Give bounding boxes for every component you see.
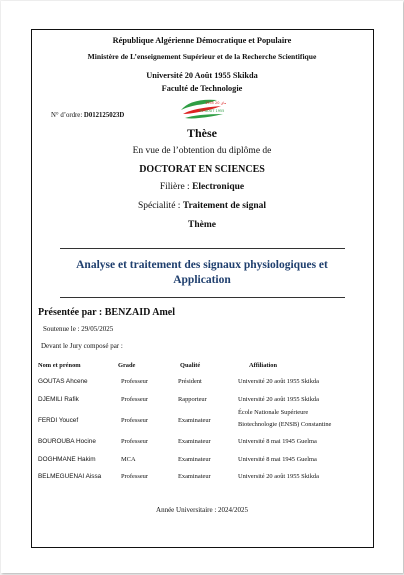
order-number	[51, 112, 124, 119]
filiere-line	[0, 182, 404, 192]
jury-role: Examinateur	[178, 417, 211, 424]
jury-affiliation: Université 20 août 1955 Skikda	[238, 473, 319, 480]
specialite-label: Spécialité :	[137, 201, 181, 211]
jury-grade: Professeur	[121, 473, 148, 480]
filiere-value: Electronique	[192, 182, 245, 192]
jury-affiliation: École Nationale Supérieure	[238, 409, 309, 416]
degree-line: DOCTORAT EN SCIENCES	[139, 164, 265, 175]
jury-header-affiliation: Affiliation	[249, 362, 278, 369]
university-name: Université 20 Août 1955 Skikda	[146, 71, 258, 80]
defense-date: Soutenue le : 29/05/2025	[43, 325, 114, 333]
jury-intro: Devant le Jury composé par :	[41, 342, 123, 350]
jury-header-role: Qualité	[180, 362, 201, 369]
jury-name: BOUROUBA Hocine	[38, 438, 96, 445]
jury-affiliation: Université 20 août 1955 Skikda	[238, 396, 319, 403]
filiere-label: Filière :	[159, 182, 190, 192]
title-rule-top	[60, 248, 345, 249]
thesis-title-line1: Analyse et traitement des signaux physiologiques et	[76, 259, 328, 271]
jury-name: DJEMILI Rafik	[38, 396, 79, 403]
jury-role: Rapporteur	[178, 396, 207, 403]
title-rule-bottom	[60, 297, 345, 298]
jury-header-name: Nom et prénom	[38, 362, 81, 369]
jury-name: FERDI Youcef	[38, 417, 79, 424]
jury-grade: Professeur	[121, 396, 148, 403]
thesis-heading: Thèse	[187, 126, 217, 140]
jury-role: Examinateur	[178, 473, 211, 480]
jury-header-grade: Grade	[118, 362, 136, 369]
order-value: D012125023D	[83, 112, 125, 119]
jury-role: Examinateur	[178, 438, 211, 445]
order-label: N° d’ordre:	[51, 112, 83, 119]
jury-grade: MCA	[121, 456, 136, 463]
jury-affiliation: Université 20 août 1955 Skikda	[238, 378, 319, 385]
specialite-line	[0, 201, 404, 211]
jury-affiliation: Université 8 mai 1945 Guelma	[238, 438, 317, 445]
jury-name: DOGHMANE Hakim	[38, 456, 96, 463]
jury-role: Examinateur	[178, 456, 211, 463]
obtention-line: En vue de l’obtention du diplôme de	[132, 146, 272, 156]
jury-grade: Professeur	[121, 438, 148, 445]
presenter-label: Présentée par :	[38, 307, 103, 318]
specialite-value: Traitement de signal	[182, 201, 267, 211]
thesis-title-line2: Application	[173, 274, 231, 286]
republic-line: République Algérienne Démocratique et Populaire	[112, 36, 292, 45]
jury-grade: Professeur	[121, 417, 148, 424]
faculty-name: Faculté de Technologie	[161, 84, 243, 93]
university-logo	[177, 96, 227, 122]
jury-role: Président	[178, 378, 202, 385]
academic-year: Année Universitaire : 2024/2025	[156, 506, 248, 514]
jury-name: BELMEGUENAI Aissa	[38, 473, 102, 480]
logo-text-bottom: 20 AOÛT 1955	[199, 109, 225, 113]
logo-text-top: 1955 ماي 20	[205, 101, 227, 105]
jury-name: GOUTAS Ahcene	[38, 378, 88, 385]
jury-affiliation: Université 8 mai 1945 Guelma	[238, 456, 317, 463]
presenter-line	[38, 307, 175, 318]
jury-grade: Professeur	[121, 378, 148, 385]
theme-label: Thème	[188, 220, 216, 230]
jury-affiliation-line2: Biotechnologie (ENSB) Constantine	[238, 421, 332, 428]
presenter-name: BENZAID Amel	[104, 307, 176, 318]
ministry-line: Ministère de L’enseignement Supérieur et de la Recherche Scientifique	[87, 52, 317, 61]
